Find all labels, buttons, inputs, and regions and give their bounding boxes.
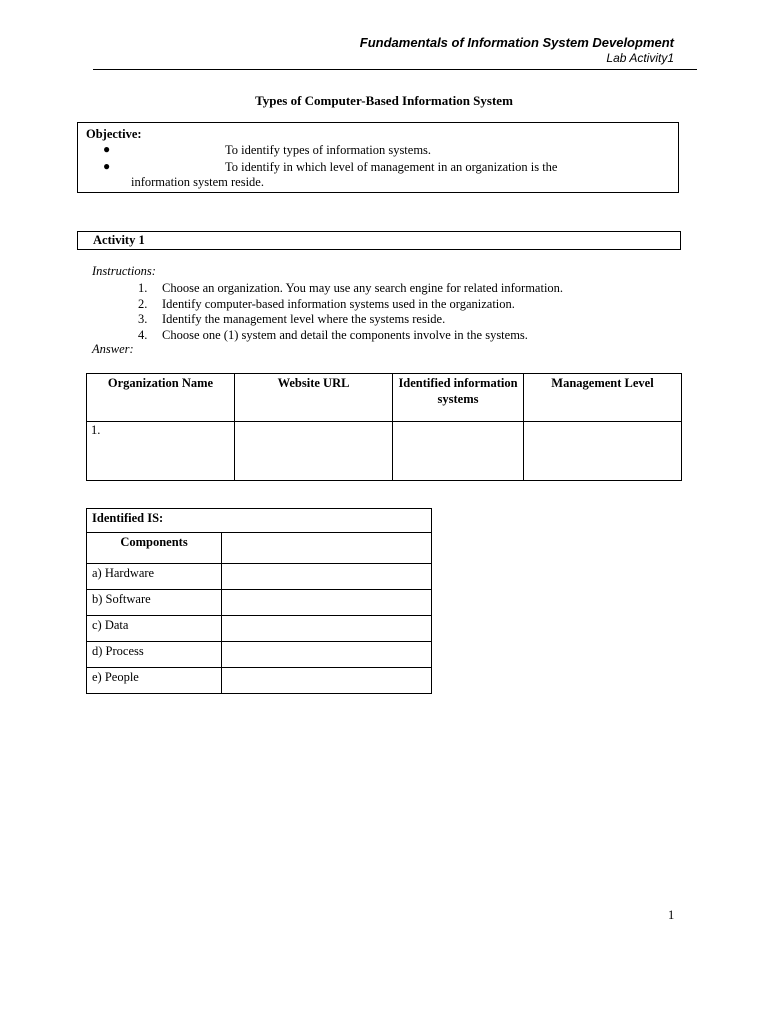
answer-label: Answer: bbox=[92, 342, 134, 356]
components-table bbox=[86, 508, 432, 694]
component-label: a) Hardware bbox=[87, 564, 222, 590]
table-cell[interactable]: 1. bbox=[87, 422, 235, 481]
table-cell[interactable] bbox=[222, 668, 432, 694]
identified-is-row bbox=[87, 509, 432, 533]
instruction-item: 3. Identify the management level where the systems reside. bbox=[138, 312, 446, 326]
components-label: Components bbox=[87, 533, 222, 564]
lab-activity-label: Lab Activity1 bbox=[606, 51, 674, 65]
course-title: Fundamentals of Information System Development bbox=[359, 35, 674, 50]
table-cell[interactable] bbox=[524, 422, 682, 481]
column-header: Identified information systems bbox=[393, 374, 524, 422]
component-label: b) Software bbox=[87, 590, 222, 616]
activity-box bbox=[77, 231, 681, 250]
component-label: c) Data bbox=[87, 616, 222, 642]
table-cell[interactable] bbox=[235, 422, 393, 481]
instructions-label: Instructions: bbox=[92, 264, 156, 278]
column-header: Organization Name bbox=[87, 374, 235, 422]
instructions-list bbox=[138, 281, 563, 343]
page-number: 1 bbox=[668, 908, 675, 922]
table-cell[interactable] bbox=[222, 590, 432, 616]
table-cell[interactable] bbox=[393, 422, 524, 481]
component-label: d) Process bbox=[87, 642, 222, 668]
document-title: Types of Computer-Based Information System bbox=[255, 93, 513, 108]
objective-box bbox=[77, 122, 679, 193]
table-row bbox=[87, 616, 432, 642]
table-row bbox=[87, 590, 432, 616]
table-cell[interactable] bbox=[222, 564, 432, 590]
objective-item: To identify types of information systems. bbox=[225, 143, 432, 157]
objective-item-continued: information system reside. bbox=[131, 175, 264, 189]
components-header-row bbox=[87, 533, 432, 564]
table-cell[interactable] bbox=[222, 533, 432, 564]
bullet-icon: ● bbox=[103, 159, 111, 173]
component-label: e) People bbox=[87, 668, 222, 694]
table-row bbox=[87, 564, 432, 590]
objective-label: Objective: bbox=[86, 127, 142, 141]
instruction-item: 2. Identify computer-based information systems used in the organization. bbox=[138, 296, 515, 311]
column-header: Management Level bbox=[524, 374, 682, 422]
identified-is-label: Identified IS: bbox=[87, 509, 432, 533]
table-header-row bbox=[87, 374, 682, 422]
table-row bbox=[87, 668, 432, 694]
instruction-item: 4. Choose one (1) system and detail the components involve in the systems. bbox=[138, 327, 528, 342]
table-row bbox=[87, 642, 432, 668]
header-divider bbox=[93, 69, 697, 70]
bullet-icon: ● bbox=[103, 142, 111, 156]
instruction-item: 1. Choose an organization. You may use any search engine for related information. bbox=[138, 281, 564, 295]
organization-table bbox=[86, 373, 682, 481]
table-row bbox=[87, 422, 682, 481]
objective-item: To identify in which level of management in an organization is the bbox=[225, 160, 558, 174]
activity-label: Activity 1 bbox=[93, 233, 145, 247]
table-cell[interactable] bbox=[222, 616, 432, 642]
table-cell[interactable] bbox=[222, 642, 432, 668]
column-header: Website URL bbox=[235, 374, 393, 422]
